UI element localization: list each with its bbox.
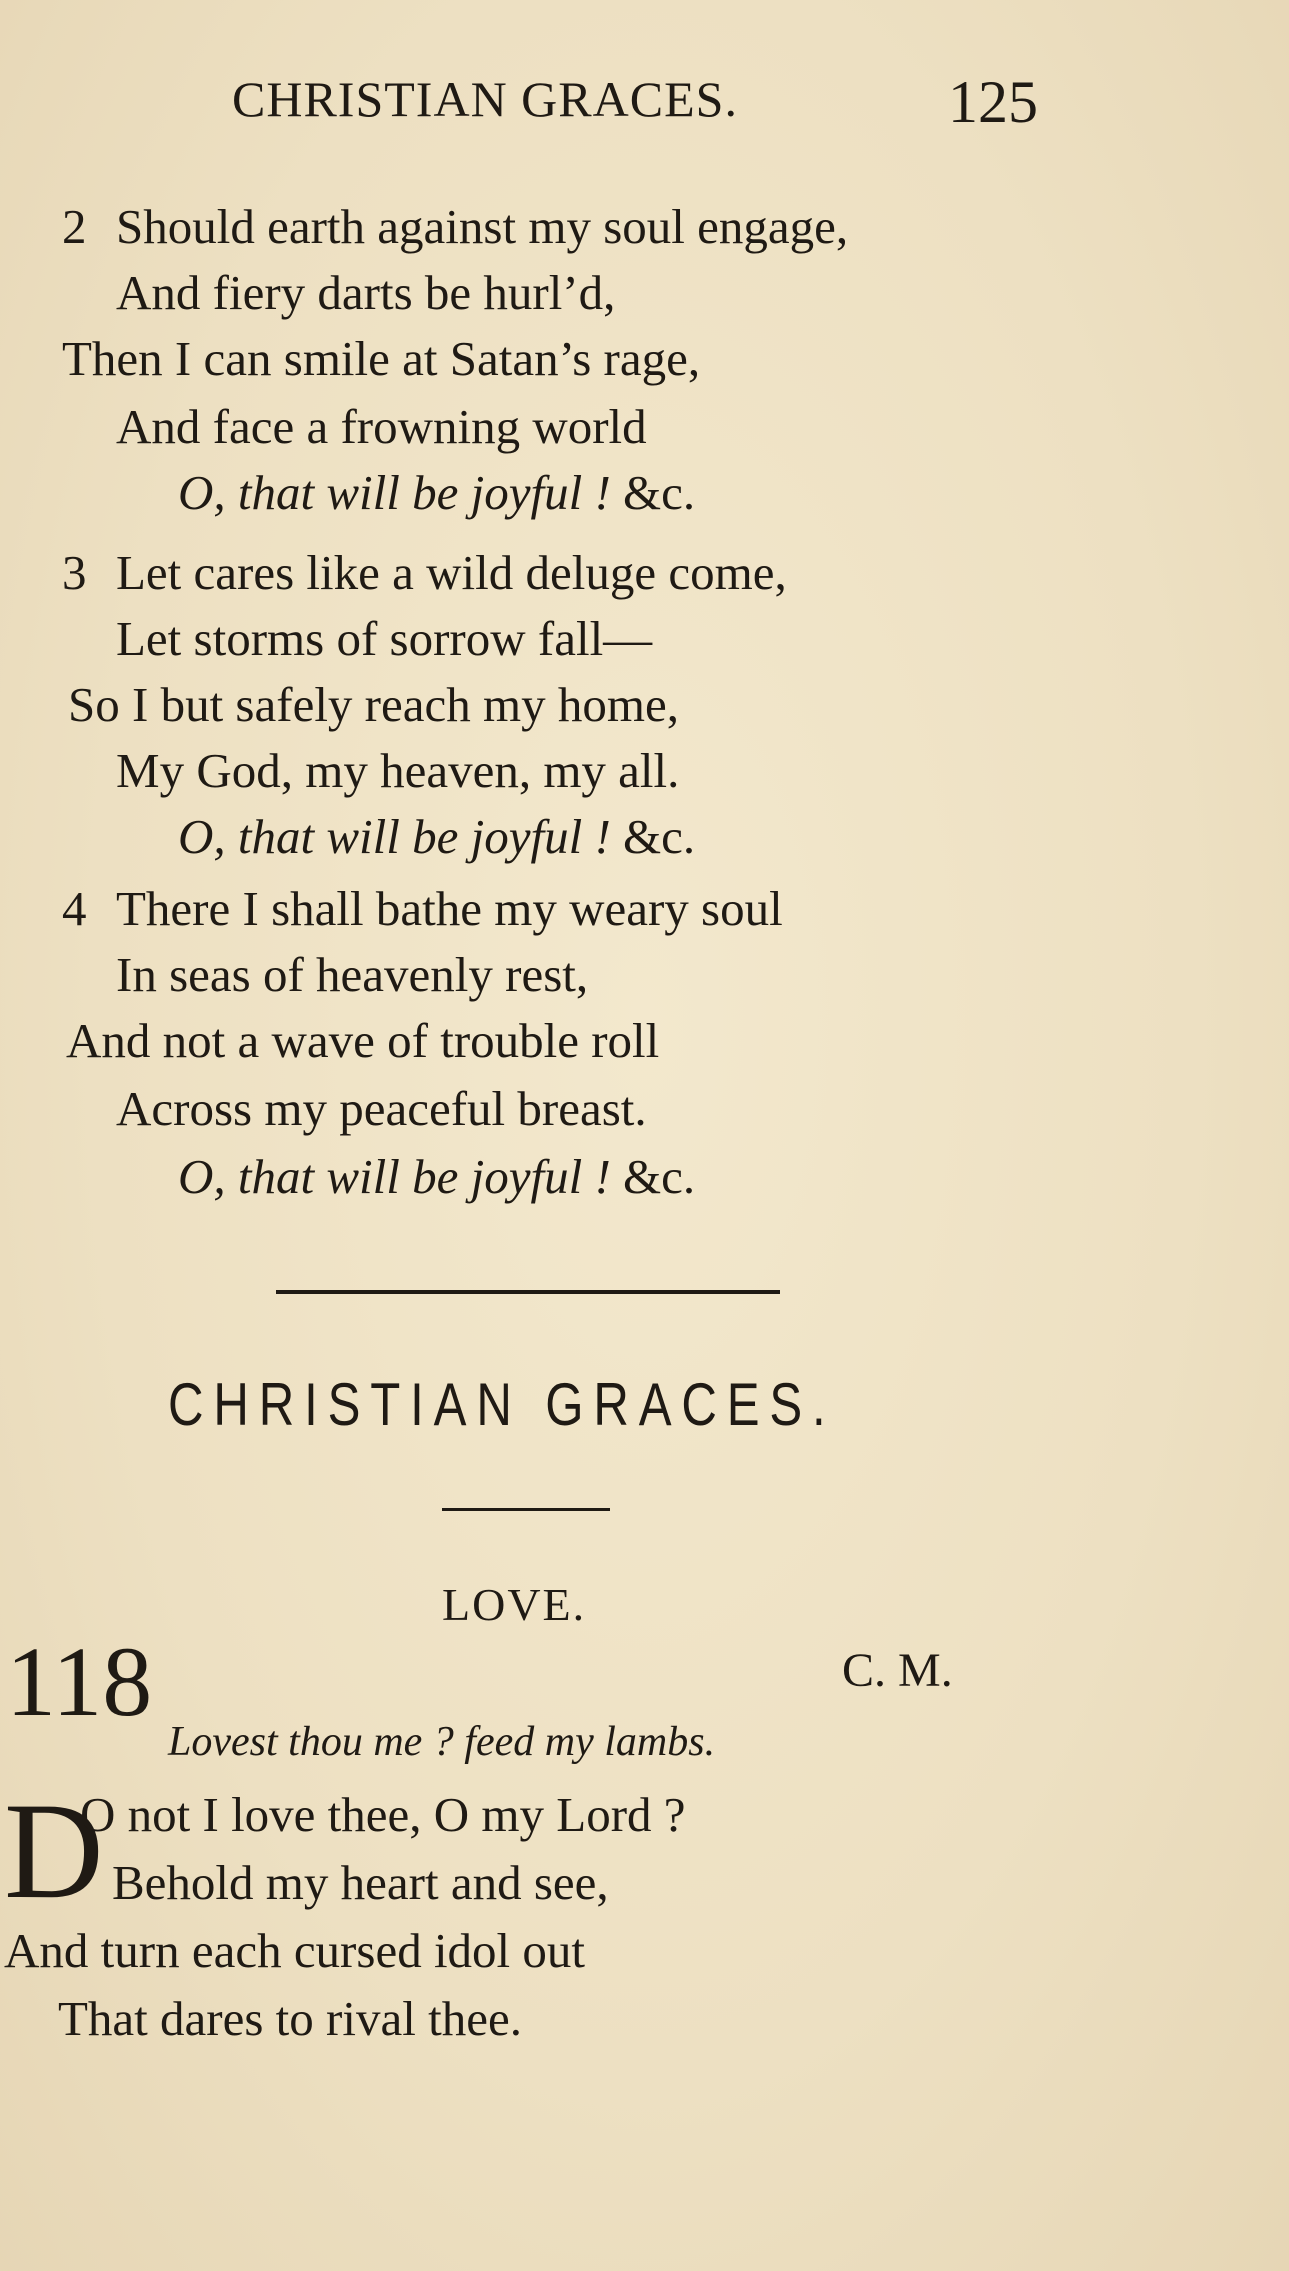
hymn-subject: LOVE. — [442, 1579, 587, 1630]
verse-line: So I but safely reach my home, — [68, 677, 679, 732]
section-title: CHRISTIAN GRACES. — [168, 1371, 836, 1438]
section-divider — [276, 1290, 780, 1294]
refrain-etc: &c. — [623, 1149, 696, 1204]
verse-line: In seas of heavenly rest, — [116, 947, 589, 1002]
drop-cap: D — [4, 1774, 104, 1927]
hymn-line: O not I love thee, O my Lord ? — [80, 1787, 686, 1842]
verse-line: Across my peaceful breast. — [116, 1081, 647, 1136]
hymn-meter: C. M. — [842, 1644, 953, 1697]
verse-line: Let cares like a wild deluge come, — [116, 545, 787, 600]
verse-number: 2 — [62, 199, 87, 254]
verse-number: 3 — [62, 545, 87, 600]
hymn-line: Behold my heart and see, — [112, 1855, 609, 1910]
title-underline — [442, 1508, 610, 1511]
verse-line: And not a wave of trouble roll — [66, 1013, 660, 1068]
refrain — [178, 464, 695, 521]
refrain-etc: &c. — [623, 809, 696, 864]
hymn-number: 118 — [6, 1626, 153, 1737]
verse-line: And fiery darts be hurl’d, — [116, 265, 616, 320]
refrain — [178, 808, 695, 865]
refrain-text: O, that will be joyful ! — [178, 465, 611, 520]
hymn-line: And turn each cursed idol out — [4, 1923, 586, 1978]
page-number: 125 — [948, 69, 1038, 135]
refrain-etc: &c. — [623, 465, 696, 520]
verse-line: There I shall bathe my weary soul — [116, 881, 783, 936]
verse-number: 4 — [62, 881, 87, 936]
verse-line: Should earth against my soul engage, — [116, 199, 849, 254]
verse-line: Let storms of sorrow fall— — [116, 611, 653, 666]
verse-line: Then I can smile at Satan’s rage, — [62, 331, 701, 386]
refrain — [178, 1148, 695, 1205]
refrain-text: O, that will be joyful ! — [178, 1149, 611, 1204]
running-title: CHRISTIAN GRACES. — [232, 71, 738, 127]
refrain-text: O, that will be joyful ! — [178, 809, 611, 864]
hymn-line: That dares to rival thee. — [58, 1991, 522, 2046]
verse-line: And face a frowning world — [116, 399, 647, 454]
verse-line: My God, my heaven, my all. — [116, 743, 680, 798]
hymn-epigraph: Lovest thou me ? feed my lambs. — [168, 1719, 716, 1765]
